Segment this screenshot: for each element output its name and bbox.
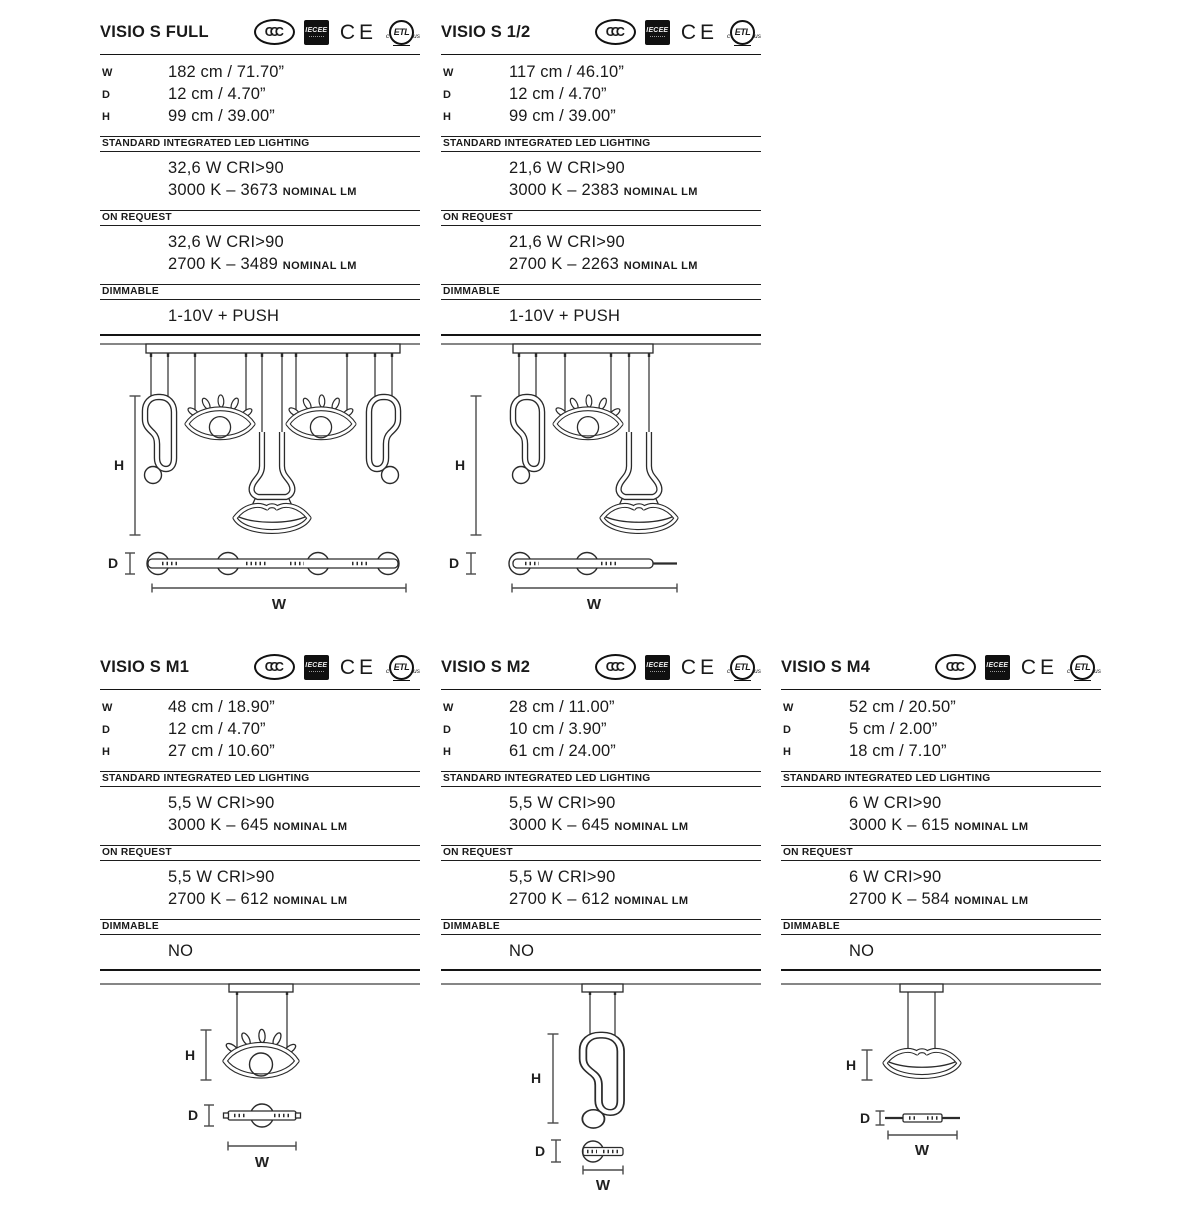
- dimension-table: [100, 62, 420, 128]
- height-dimension: [846, 1050, 873, 1080]
- section-dimmable: DIMMABLE: [100, 919, 420, 935]
- depth-label: D: [102, 88, 110, 101]
- section-standard-led-lighting: STANDARD INTEGRATED LED LIGHTING: [781, 771, 1101, 787]
- height-dimension-label: H: [530, 1069, 542, 1086]
- depth-value: 12 cm / 4.70”: [509, 85, 607, 103]
- section-dimmable: DIMMABLE: [100, 284, 420, 300]
- depth-dimension-label: D: [187, 1106, 199, 1123]
- depth-row: D 5 cm / 2.00”: [783, 720, 938, 738]
- section-standard-led-lighting: STANDARD INTEGRATED LED LIGHTING: [100, 771, 420, 787]
- height-value: 18 cm / 7.10”: [849, 742, 947, 760]
- certification-icons: [254, 654, 420, 680]
- ce-mark-icon: CE: [1020, 655, 1058, 679]
- section-standard-led-lighting: STANDARD INTEGRATED LED LIGHTING: [100, 136, 420, 152]
- certification-icons: [595, 654, 761, 680]
- certification-icons: [595, 19, 761, 45]
- width-dimension: [228, 1141, 296, 1171]
- width-dimension-label: W: [914, 1141, 930, 1159]
- ccc-certification-icon: CCC: [935, 654, 976, 680]
- top-view: [583, 1141, 624, 1162]
- ccc-letters: CCC: [264, 24, 280, 39]
- dimension-table: [781, 697, 1101, 763]
- height-dimension: [114, 396, 141, 535]
- section-standard-led-lighting: STANDARD INTEGRATED LED LIGHTING: [441, 136, 761, 152]
- height-row: H 61 cm / 24.00”: [443, 742, 616, 760]
- width-dimension: [152, 583, 406, 613]
- width-value: 28 cm / 11.00”: [509, 698, 615, 716]
- product-card-visio-s-half: [441, 10, 761, 614]
- standard-led-values: [781, 787, 1101, 845]
- on-request-values: [100, 226, 420, 284]
- top-view: [885, 1114, 960, 1122]
- height-value: 61 cm / 24.00”: [509, 742, 616, 760]
- etl-mark-icon: c ETL us: [730, 655, 755, 680]
- width-dimension-label: W: [271, 595, 287, 613]
- stem: [908, 992, 935, 1051]
- depth-dimension-label: D: [107, 554, 119, 571]
- width-row: W 48 cm / 18.90”: [102, 698, 275, 716]
- on-request-power: 5,5 W CRI>90: [509, 868, 616, 886]
- section-standard-led-lighting: STANDARD INTEGRATED LED LIGHTING: [441, 771, 761, 787]
- iecee-certification-icon: IECEE: [645, 655, 670, 680]
- product-title: VISIO S FULL: [100, 22, 209, 41]
- depth-dimension: [860, 1110, 885, 1126]
- standard-output: 3000 K – 645 NOMINAL LM: [168, 816, 348, 834]
- on-request-output: 2700 K – 612 NOMINAL LM: [509, 890, 689, 908]
- depth-value: 12 cm / 4.70”: [168, 85, 266, 103]
- section-dimmable: DIMMABLE: [441, 919, 761, 935]
- on-request-output: 2700 K – 612 NOMINAL LM: [168, 890, 348, 908]
- height-dimension-label: H: [845, 1056, 857, 1073]
- standard-power: 32,6 W CRI>90: [168, 159, 284, 177]
- dimmable-value: NO: [849, 942, 875, 960]
- eye-lamp: [225, 1029, 297, 1076]
- dimension-drawing-visio-s-m4: [781, 971, 1101, 1206]
- depth-value: 12 cm / 4.70”: [168, 720, 266, 738]
- standard-power: 21,6 W CRI>90: [509, 159, 625, 177]
- certification-icons: [254, 19, 420, 45]
- depth-row: [100, 84, 420, 106]
- ccc-certification-icon: [254, 19, 295, 45]
- dimension-table: [100, 697, 420, 763]
- section-dimmable: DIMMABLE: [781, 919, 1101, 935]
- height-dimension-label: H: [454, 456, 466, 473]
- section-on-request: ON REQUEST: [441, 210, 761, 226]
- height-row: [100, 106, 420, 128]
- dimension-drawing-visio-s-m2: [441, 971, 761, 1206]
- etl-mark-icon: c ETL us: [730, 20, 755, 45]
- height-row: H 99 cm / 39.00”: [443, 107, 616, 125]
- product-card-visio-s-full: [100, 10, 420, 614]
- dimension-table: [441, 697, 761, 763]
- dimmable-values: [441, 300, 761, 334]
- on-request-output: 2700 K – 584 NOMINAL LM: [849, 890, 1029, 908]
- depth-dimension: [449, 553, 476, 574]
- on-request-power: 6 W CRI>90: [849, 868, 942, 886]
- dimmable-values: [100, 300, 420, 334]
- top-view: [224, 1104, 301, 1127]
- canopy: [900, 984, 943, 992]
- standard-led-values: [100, 787, 420, 845]
- width-dimension: [583, 1165, 623, 1194]
- on-request-values: [781, 861, 1101, 919]
- width-dimension: [888, 1130, 957, 1159]
- standard-led-values: [441, 152, 761, 210]
- dimmable-values: [441, 935, 761, 969]
- height-dimension-label: H: [184, 1046, 196, 1063]
- ce-mark-icon: CE: [680, 655, 718, 679]
- product-title: VISIO S M2: [441, 657, 531, 676]
- depth-dimension-label: D: [448, 554, 460, 571]
- width-row: W 52 cm / 20.50”: [783, 698, 956, 716]
- card-header: [100, 645, 420, 690]
- product-card-visio-s-m2: [441, 645, 761, 1206]
- on-request-values: [441, 226, 761, 284]
- suspension-cables: [590, 992, 615, 1037]
- depth-row: D 12 cm / 4.70”: [102, 720, 266, 738]
- dimension-drawing-visio-s-m1: [100, 971, 420, 1206]
- card-header: [781, 645, 1101, 690]
- width-value: 182 cm / 71.70”: [168, 63, 285, 81]
- card-header: [441, 10, 761, 55]
- standard-led-values: [100, 152, 420, 210]
- nominal-lm-unit: NOMINAL LM: [282, 260, 357, 272]
- on-request-power: 5,5 W CRI>90: [168, 868, 275, 886]
- height-row: H 18 cm / 7.10”: [783, 742, 947, 760]
- dimmable-values: [100, 935, 420, 969]
- canopy: [513, 344, 653, 353]
- product-card-visio-s-m4: [781, 645, 1101, 1206]
- on-request-power: 32,6 W CRI>90: [168, 233, 284, 251]
- canopy: [582, 984, 623, 992]
- width-label: W: [102, 66, 113, 79]
- dimmable-value: NO: [168, 942, 194, 960]
- iecee-certification-icon: [304, 20, 329, 45]
- ce-mark-icon: CE: [680, 20, 718, 44]
- height-dimension-label: H: [113, 456, 125, 473]
- on-request-output: 2700 K – 2263 NOMINAL LM: [509, 255, 698, 273]
- product-title: VISIO S 1/2: [441, 22, 531, 41]
- standard-output: 3000 K – 645 NOMINAL LM: [509, 816, 689, 834]
- ce-mark-icon: CE: [339, 20, 377, 44]
- card-header: [441, 645, 761, 690]
- top-view: [147, 552, 399, 574]
- lips-lamp: [885, 1050, 959, 1076]
- etl-mark-icon: c ETL us: [389, 655, 414, 680]
- nose-lips-lamp: [235, 432, 309, 532]
- depth-value: 10 cm / 3.90”: [509, 720, 607, 738]
- iecee-certification-icon: IECEE: [645, 20, 670, 45]
- width-value: 117 cm / 46.10”: [509, 63, 624, 81]
- section-dimmable: DIMMABLE: [441, 284, 761, 300]
- dimension-drawing-visio-s-half: [441, 336, 761, 614]
- height-dimension: [455, 396, 482, 535]
- section-on-request: ON REQUEST: [100, 845, 420, 861]
- etl-mark-icon: c ETL us: [1070, 655, 1095, 680]
- height-value: 27 cm / 10.60”: [168, 742, 275, 760]
- canopy: [229, 984, 293, 992]
- eye-lamp-left: [187, 394, 254, 437]
- width-dimension-label: W: [586, 595, 602, 613]
- squiggle-lamp: [513, 397, 543, 484]
- section-on-request: ON REQUEST: [441, 845, 761, 861]
- squiggle-lamp-right: [369, 397, 399, 484]
- squiggle-lamp: [582, 1035, 620, 1128]
- product-card-visio-s-m1: [100, 645, 420, 1206]
- iecee-certification-icon: IECEE: [304, 655, 329, 680]
- product-title: VISIO S M4: [781, 657, 871, 676]
- width-value: 52 cm / 20.50”: [849, 698, 956, 716]
- card-header: [100, 10, 420, 55]
- on-request-values: [441, 861, 761, 919]
- width-dimension: [512, 583, 677, 613]
- height-label: H: [102, 110, 110, 123]
- standard-power: 6 W CRI>90: [849, 794, 942, 812]
- iecee-letters: IECEE: [305, 27, 328, 34]
- standard-led-values: [441, 787, 761, 845]
- height-value: 99 cm / 39.00”: [168, 107, 275, 125]
- standard-output: 3000 K – 3673 NOMINAL LM: [168, 181, 357, 199]
- nose-lips-lamp: [602, 432, 676, 532]
- dimension-drawing-visio-s-full: [100, 336, 420, 614]
- squiggle-lamp-left: [145, 397, 175, 484]
- ccc-certification-icon: CCC: [595, 654, 636, 680]
- depth-dimension-label: D: [534, 1142, 546, 1159]
- depth-row: D 10 cm / 3.90”: [443, 720, 607, 738]
- canopy: [146, 344, 400, 353]
- height-row: H 27 cm / 10.60”: [102, 742, 275, 760]
- dimension-table: [441, 62, 761, 128]
- product-title: VISIO S M1: [100, 657, 190, 676]
- depth-dimension: [188, 1105, 214, 1126]
- width-row: [100, 62, 420, 84]
- width-row: W 28 cm / 11.00”: [443, 698, 615, 716]
- top-view: [509, 552, 677, 574]
- height-value: 99 cm / 39.00”: [509, 107, 616, 125]
- ccc-certification-icon: CCC: [254, 654, 295, 680]
- depth-row: D 12 cm / 4.70”: [443, 85, 607, 103]
- dimmable-values: [781, 935, 1101, 969]
- depth-dimension: [535, 1140, 561, 1162]
- depth-value: 5 cm / 2.00”: [849, 720, 938, 738]
- width-dimension-label: W: [595, 1176, 611, 1194]
- standard-output: 3000 K – 2383 NOMINAL LM: [509, 181, 698, 199]
- width-dimension-label: W: [254, 1153, 270, 1171]
- certification-icons: [935, 654, 1101, 680]
- dimmable-value: NO: [509, 942, 535, 960]
- etl-mark-icon: c ETL us: [389, 20, 414, 45]
- depth-dimension-label: D: [859, 1109, 871, 1126]
- depth-dimension: [108, 553, 135, 574]
- on-request-values: [100, 861, 420, 919]
- standard-power: 5,5 W CRI>90: [168, 794, 275, 812]
- on-request-power: 21,6 W CRI>90: [509, 233, 625, 251]
- ccc-certification-icon: CCC: [595, 19, 636, 45]
- standard-output: 3000 K – 615 NOMINAL LM: [849, 816, 1029, 834]
- height-dimension: [531, 1034, 559, 1123]
- on-request-output: 2700 K – 3489 NOMINAL LM: [168, 255, 357, 273]
- dimmable-value: 1-10V + PUSH: [168, 307, 280, 325]
- standard-power: 5,5 W CRI>90: [509, 794, 616, 812]
- section-on-request: ON REQUEST: [781, 845, 1101, 861]
- section-on-request: ON REQUEST: [100, 210, 420, 226]
- nominal-lm-unit: NOMINAL LM: [282, 186, 357, 198]
- iecee-certification-icon: IECEE: [985, 655, 1010, 680]
- width-value: 48 cm / 18.90”: [168, 698, 275, 716]
- eye-lamp-right: [288, 394, 355, 437]
- height-dimension: [185, 1030, 212, 1080]
- width-row: W 117 cm / 46.10”: [443, 63, 624, 81]
- ce-mark-icon: CE: [339, 655, 377, 679]
- dimmable-value: 1-10V + PUSH: [509, 307, 621, 325]
